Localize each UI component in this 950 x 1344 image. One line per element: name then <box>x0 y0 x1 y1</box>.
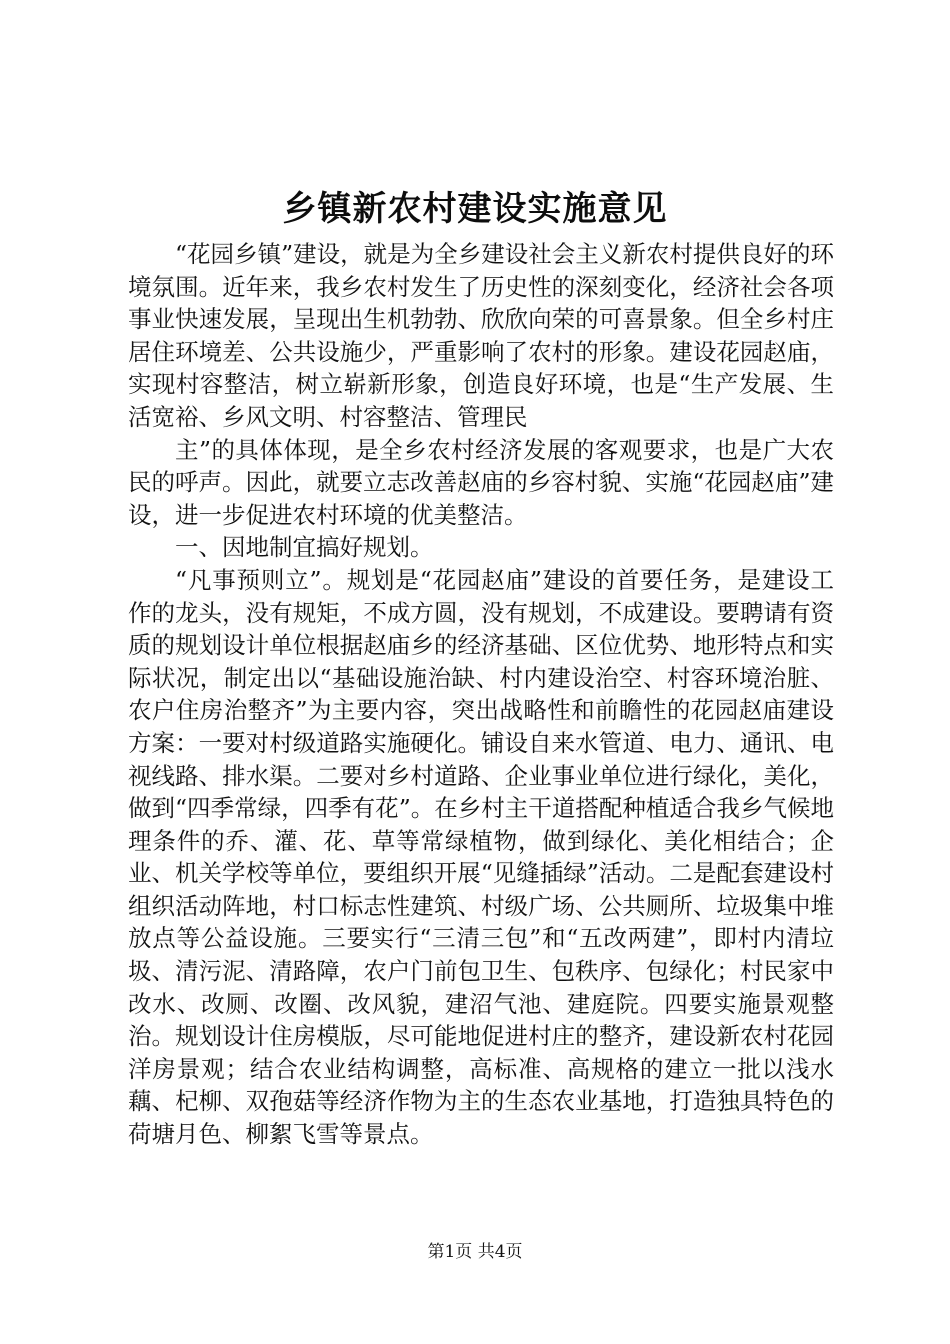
paragraph: “花园乡镇”建设，就是为全乡建设社会主义新农村提供良好的环境氛围。近年来，我乡农村发生了历史性的深刻变化，经济社会各项事业快速发展，呈现出生机勃勃、欣欣向荣的可喜景象。但全乡村庄居住环境差、公共设施少，严重影响了农村的形象。建设花园赵庙，实现村容整洁，树立崭新形象，创造良好环境，也是“生产发展、生活宽裕、乡风文明、村容整洁、管理民 <box>128 240 834 431</box>
paragraph: 主”的具体体现，是全乡农村经济发展的客观要求，也是广大农民的呼声。因此，就要立志改善赵庙的乡容村貌、实施“花园赵庙”建设，进一步促进农村环境的优美整洁。 <box>128 435 834 529</box>
document-body <box>128 238 834 1151</box>
paragraph: “凡事预则立”。规划是“花园赵庙”建设的首要任务，是建设工作的龙头，没有规矩，不成方圆，没有规划，不成建设。要聘请有资质的规划设计单位根据赵庙乡的经济基础、区位优势、地形特点和实际状况，制定出以“基础设施治缺、村内建设治空、村容环境治脏、农户住房治整齐”为主要内容，突出战略性和前瞻性的花园赵庙建设方案：一要对村级道路实施硬化。铺设自来水管道、电力、通讯、电视线路、排水渠。二要对乡村道路、企业事业单位进行绿化，美化，做到“四季常绿，四季有花”。在乡村主干道搭配种植适合我乡气候地理条件的乔、灌、花、草等常绿植物，做到绿化、美化相结合；企业、机关学校等单位，要组织开展“见缝插绿”活动。二是配套建设村组织活动阵地，村口标志性建筑、村级广场、公共厕所、垃圾集中堆放点等公益设施。三要实行“三清三包”和“五改两建”，即村内清垃圾、清污泥、清路障，农户门前包卫生、包秩序、包绿化；村民家中改水、改厕、改圈、改风貌，建沼气池、建庭院。四要实施景观整治。规划设计住房模版，尽可能地促进村庄的整齐，建设新农村花园洋房景观；结合农业结构调整，高标准、高规格的建立一批以浅水藕、杞柳、双孢菇等经济作物为主的生态农业基地，打造独具特色的荷塘月色、柳絮飞雪等景点。 <box>128 565 834 1149</box>
document-title: 乡镇新农村建设实施意见 <box>282 189 668 229</box>
page-number-footer: 第1页 共4页 <box>427 1242 523 1262</box>
section-heading: 一、因地制宜搞好规划。 <box>175 533 434 562</box>
